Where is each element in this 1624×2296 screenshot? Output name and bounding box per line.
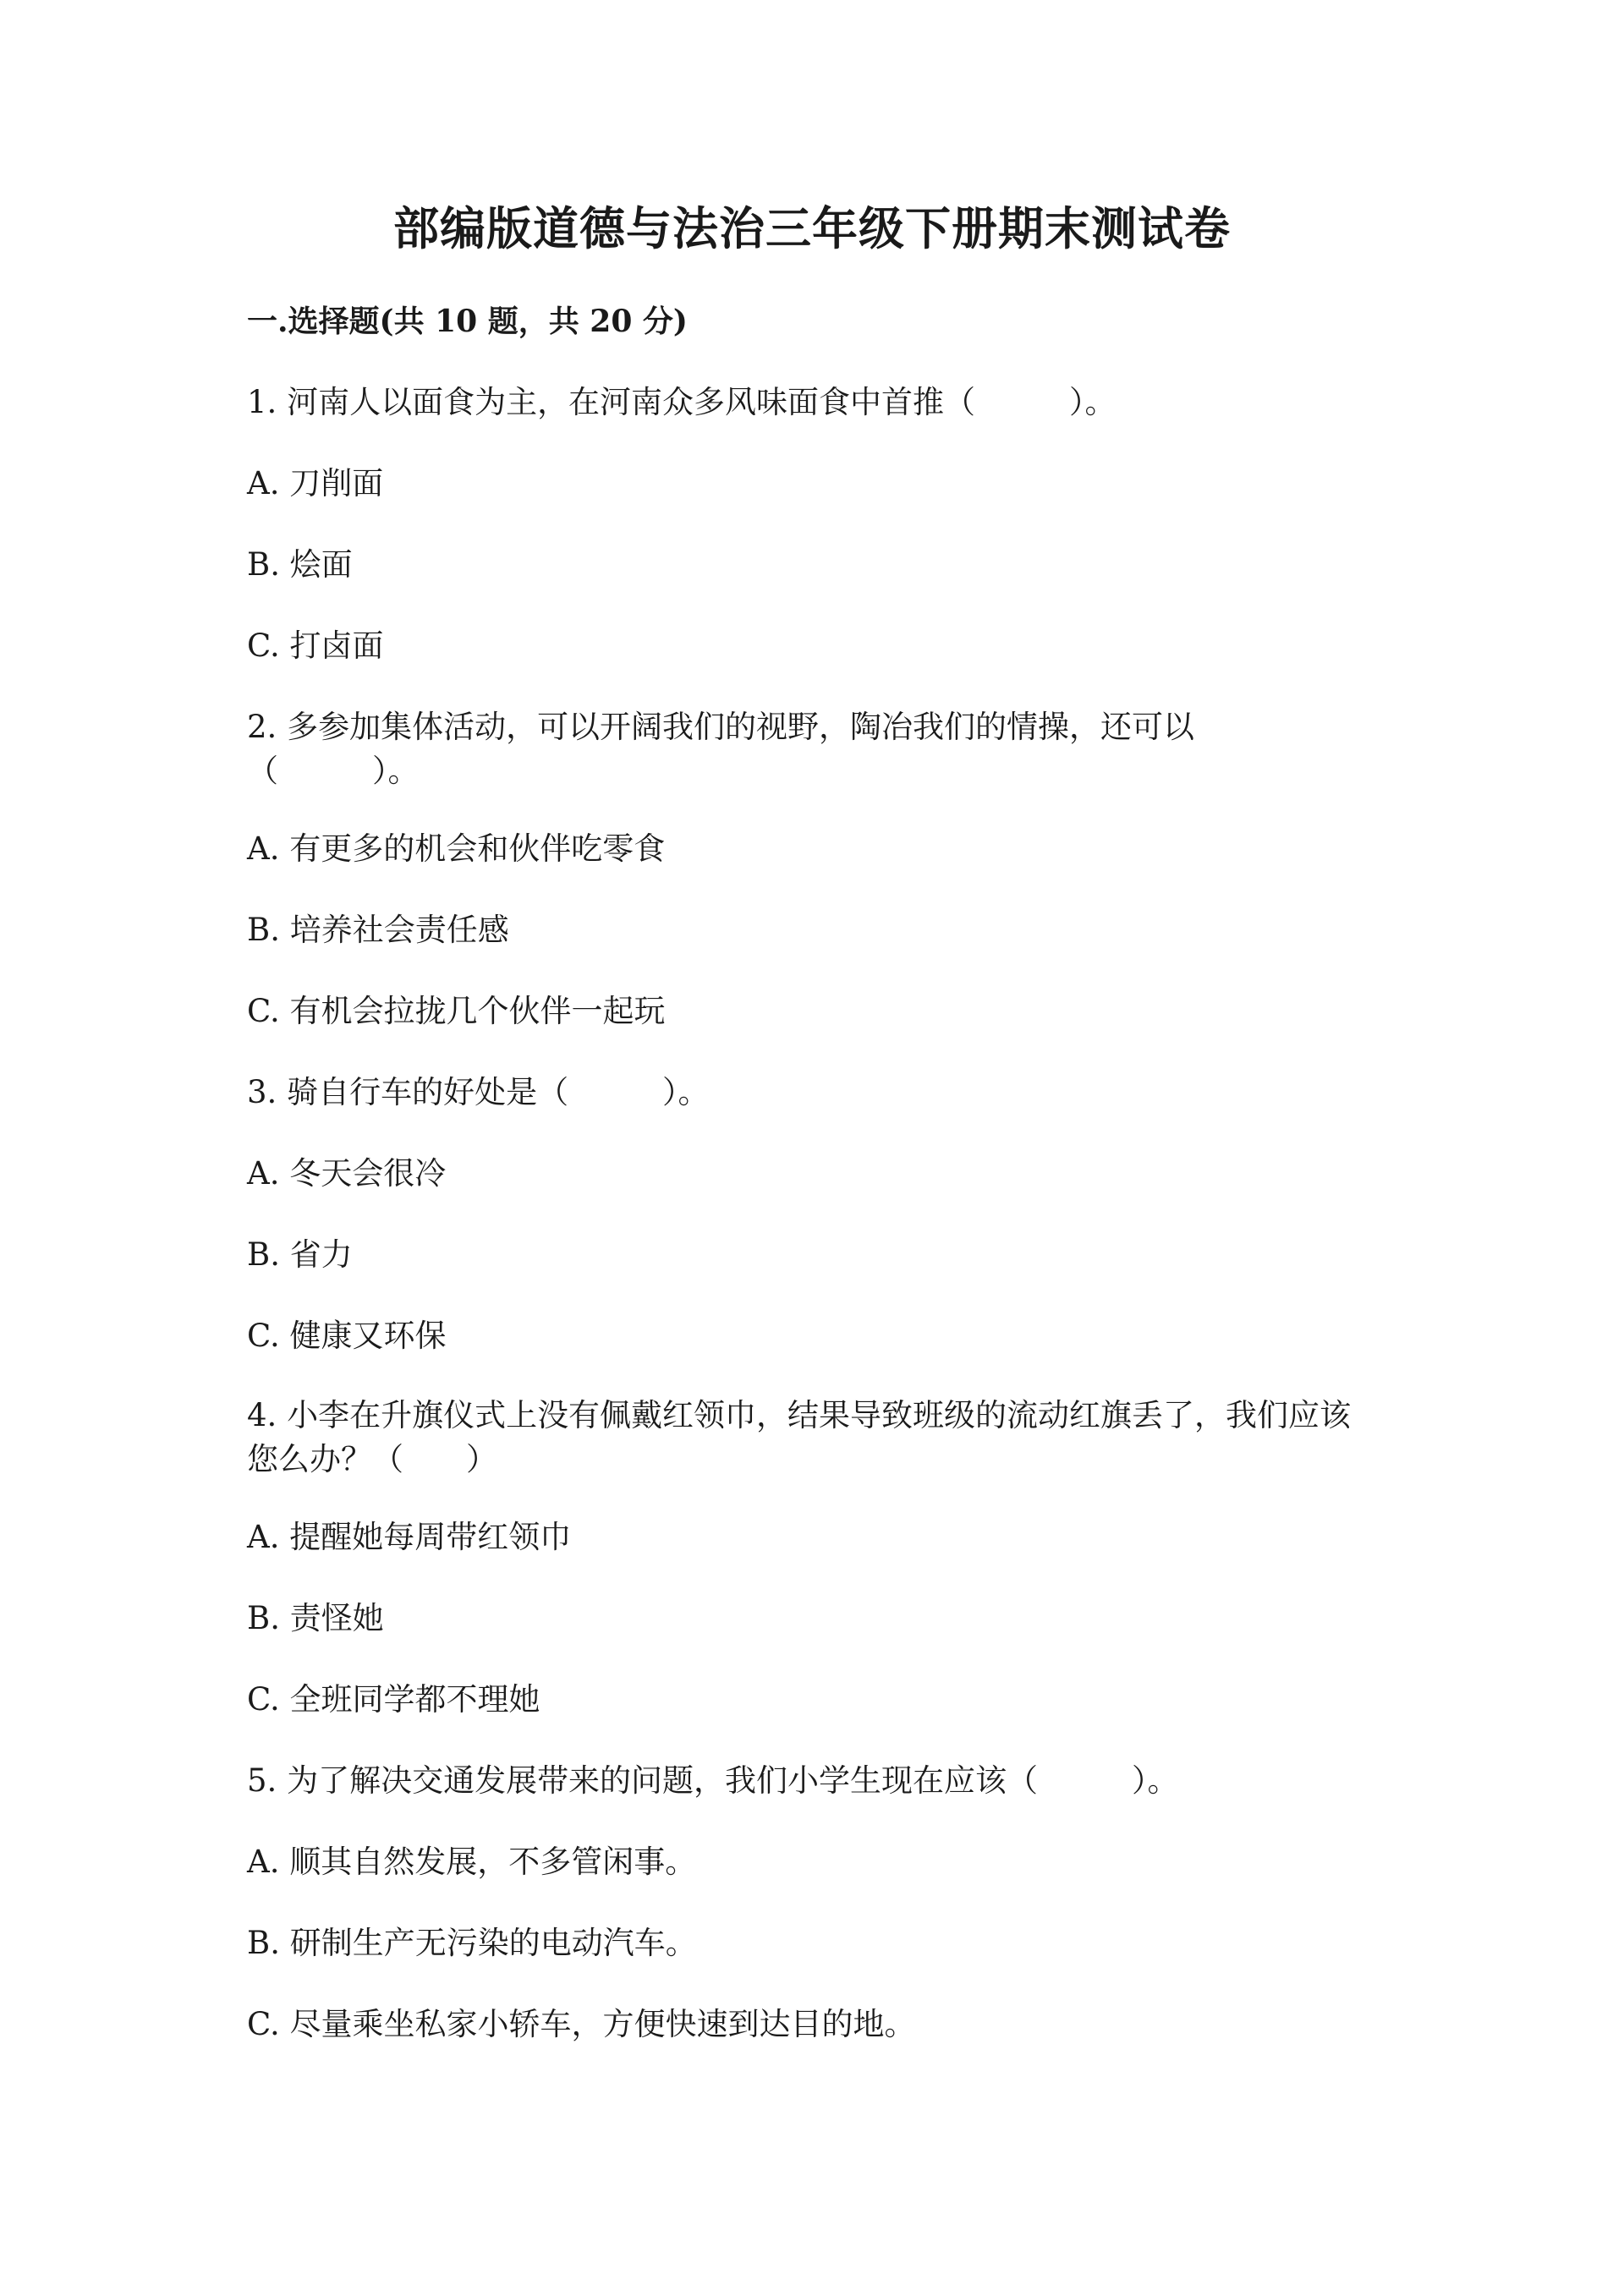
question-3-stem: 3. 骑自行车的好处是（ ）。: [247, 1074, 710, 1110]
question-2-option-c: C. 有机会拉拢几个伙伴一起玩: [247, 993, 666, 1029]
question-1-option-b: B. 烩面: [247, 546, 353, 583]
question-2-option-b: B. 培养社会责任感: [247, 912, 509, 948]
question-1-option-c: C. 打卤面: [247, 627, 384, 664]
question-3-option-a: A. 冬天会很冷: [247, 1155, 447, 1192]
question-1-option-a: A. 刀削面: [247, 465, 384, 501]
question-4-option-b: B. 责怪她: [247, 1600, 384, 1636]
question-5-stem: 5. 为了解决交通发展带来的问题，我们小学生现在应该（ ）。: [247, 1762, 1179, 1799]
question-5-option-b: B. 研制生产无污染的电动汽车。: [247, 1925, 697, 1961]
question-1-stem: 1. 河南人以面食为主，在河南众多风味面食中首推（ ）。: [247, 384, 1116, 420]
question-4-option-c: C. 全班同学都不理她: [247, 1681, 540, 1718]
question-4-stem: 4. 小李在升旗仪式上没有佩戴红领巾，结果导致班级的流动红旗丢了，我们应该您么办？（ ）: [247, 1397, 1352, 1477]
page-title: 部编版道德与法治三年级下册期末测试卷: [393, 201, 1231, 255]
question-4-option-a: A. 提醒她每周带红领巾: [247, 1519, 572, 1555]
question-3-option-c: C. 健康又环保: [247, 1318, 447, 1354]
question-5-option-a: A. 顺其自然发展，不多管闲事。: [247, 1844, 697, 1880]
question-5-option-c: C. 尽量乘坐私家小轿车，方便快速到达目的地。: [247, 2006, 916, 2042]
question-3-option-b: B. 省力: [247, 1236, 353, 1273]
question-2-option-a: A. 有更多的机会和伙伴吃零食: [247, 830, 666, 867]
section-heading: 一.选择题(共 10 题，共 20 分): [247, 304, 688, 339]
question-2-stem: 2. 多参加集体活动，可以开阔我们的视野，陶冶我们的情操，还可以（ ）。: [247, 709, 1195, 789]
